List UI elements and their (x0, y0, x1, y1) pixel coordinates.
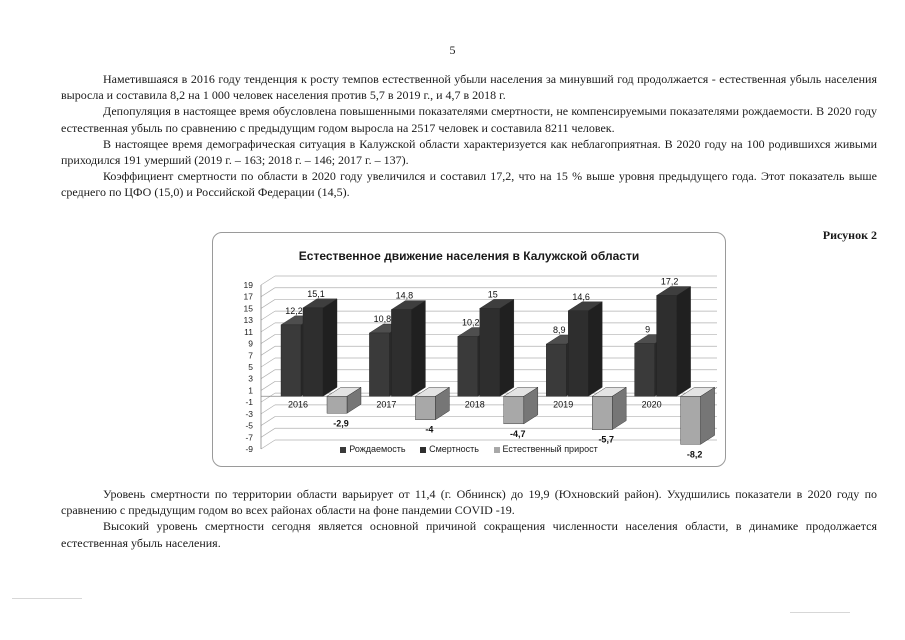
x-tick-label: 2018 (464, 399, 485, 410)
data-label: 9 (645, 324, 651, 335)
chart-legend (213, 444, 725, 454)
y-tick-label: 13 (243, 315, 253, 326)
gridline-side (261, 335, 275, 344)
y-tick-label: -3 (245, 408, 253, 419)
legend-item-births (340, 444, 405, 454)
bar-deaths-side (323, 299, 337, 396)
bar-births (369, 333, 389, 396)
paragraph: Высокий уровень смертности сегодня является основной причиной сокращения численности населения области, в динамике продолжается естественная убыль населения. (61, 519, 877, 550)
data-label: 10,8 (373, 314, 392, 325)
bar-deaths (303, 308, 323, 396)
bar-growth-side (701, 387, 715, 444)
gridline-side (261, 417, 275, 426)
bar-growth (592, 396, 612, 429)
bar-births (458, 337, 478, 397)
chart-frame (212, 232, 726, 467)
data-label: 14,8 (395, 290, 414, 301)
figure-label: Рисунок 2 (822, 228, 877, 242)
scan-artifact-line (12, 598, 82, 599)
data-label: -4,7 (510, 428, 526, 439)
text-block-top (61, 71, 877, 201)
paragraph: Уровень смертности по территории области варьирует от 11,4 (г. Обнинск) до 19,9 (Юхновский район). Ухудшились показатели в 2020 году по сравнению с предыдущим годом во всех районах области на фоне пандемии COVID -19. (61, 487, 877, 518)
bar-births (281, 325, 301, 396)
chart-title: Естественное движение населения в Калужской области (298, 249, 640, 263)
scan-artifact-line (790, 612, 850, 613)
y-tick-label: -9 (245, 444, 253, 454)
page-number: 5 (449, 43, 456, 57)
legend-swatch (494, 447, 500, 453)
text-block-bottom (61, 486, 877, 551)
gridline-side (261, 276, 275, 285)
gridline-side (261, 370, 275, 379)
data-label: 14,6 (572, 291, 590, 302)
y-tick-label: 1 (248, 385, 253, 396)
bar-deaths (391, 310, 411, 397)
data-label: 15,1 (307, 288, 325, 299)
paragraph: В настоящее время демографическая ситуация в Калужской области характеризуется как неблагоприятная. В 2020 году на 100 родившихся живыми приходился 191 умерший (2019 г. – 163; 2018 г. – 146; 2017 г. – 137). (61, 136, 877, 168)
bar-deaths-side (500, 299, 514, 396)
y-tick-label: 7 (248, 350, 253, 361)
bar-deaths-side (677, 287, 691, 397)
bar-growth (504, 396, 524, 424)
data-label: 12,2 (285, 305, 303, 316)
chart-svg (213, 233, 725, 466)
paragraph: Наметившаяся в 2016 году тенденция к росту темпов естественной убыли населения за минувший год продолжается - естественная убыль населения выросла и составила 8,2 на 1 000 человек населения против 5,7 в 2019 г., и 4,7 в 2018 г. (61, 72, 877, 103)
gridline-side (261, 358, 275, 367)
data-label: 15 (487, 289, 498, 300)
legend-label: Смертность (429, 444, 479, 454)
data-label: -2,9 (333, 418, 349, 429)
bar-deaths-side (588, 302, 602, 397)
bar-births (635, 344, 655, 397)
paragraph: Депопуляция в настоящее время обусловлена повышенными показателями смертности, не компенсируемыми показателями рождаемости. В 2020 году естественная убыль по сравнению с предыдущим годом выросла на 2517 человек и составила 8211 человек. (61, 104, 877, 135)
data-label: -5,7 (598, 434, 614, 445)
y-tick-label: 5 (248, 362, 253, 372)
paragraph: Коэффициент смертности по области в 2020 году увеличился и составил 17,2, что на 15 % выше уровня предыдущего года. Этот показатель выше среднего по ЦФО (15,0) и Российской Федерации (14,5). (61, 169, 877, 200)
legend-label: Естественный прирост (502, 444, 598, 454)
data-label: 8,9 (552, 325, 566, 336)
legend-swatch (420, 447, 426, 453)
legend-item-deaths (420, 444, 479, 454)
legend-label: Рождаемость (349, 444, 406, 454)
gridline-side (261, 405, 275, 414)
gridline-side (261, 346, 275, 355)
gridline-side (261, 299, 275, 308)
x-tick-label: 2020 (641, 399, 662, 410)
gridline-side (261, 323, 275, 332)
gridline-side (261, 393, 275, 402)
bar-growth (415, 396, 435, 419)
y-tick-label: -1 (245, 397, 253, 408)
bar-growth (327, 396, 347, 413)
legend-item-natural-growth (494, 444, 598, 454)
x-tick-label: 2019 (553, 399, 574, 410)
bar-growth (681, 396, 701, 444)
x-tick-label: 2017 (376, 399, 397, 410)
data-label: 17,2 (660, 276, 679, 287)
y-tick-label: -5 (245, 420, 253, 431)
y-tick-label: 17 (243, 291, 253, 302)
bar-deaths (657, 296, 677, 397)
data-label: -8,2 (686, 449, 703, 460)
y-tick-label: 3 (248, 373, 253, 384)
bar-births (546, 344, 566, 396)
y-tick-label: -7 (245, 432, 253, 443)
data-label: 10,2 (462, 317, 480, 328)
gridline-side (261, 381, 275, 390)
bar-deaths (568, 311, 588, 397)
y-tick-label: 11 (244, 326, 253, 337)
data-label: -4 (425, 424, 434, 435)
x-tick-label: 2016 (287, 399, 309, 410)
y-tick-label: 15 (243, 303, 253, 314)
bar-deaths (480, 308, 500, 396)
bar-deaths-side (411, 301, 425, 397)
legend-swatch (340, 447, 346, 453)
gridline-side (261, 311, 275, 320)
y-tick-label: 19 (243, 280, 253, 290)
gridline-side (261, 288, 275, 297)
y-tick-label: 9 (248, 338, 253, 349)
gridline-side (261, 428, 275, 437)
